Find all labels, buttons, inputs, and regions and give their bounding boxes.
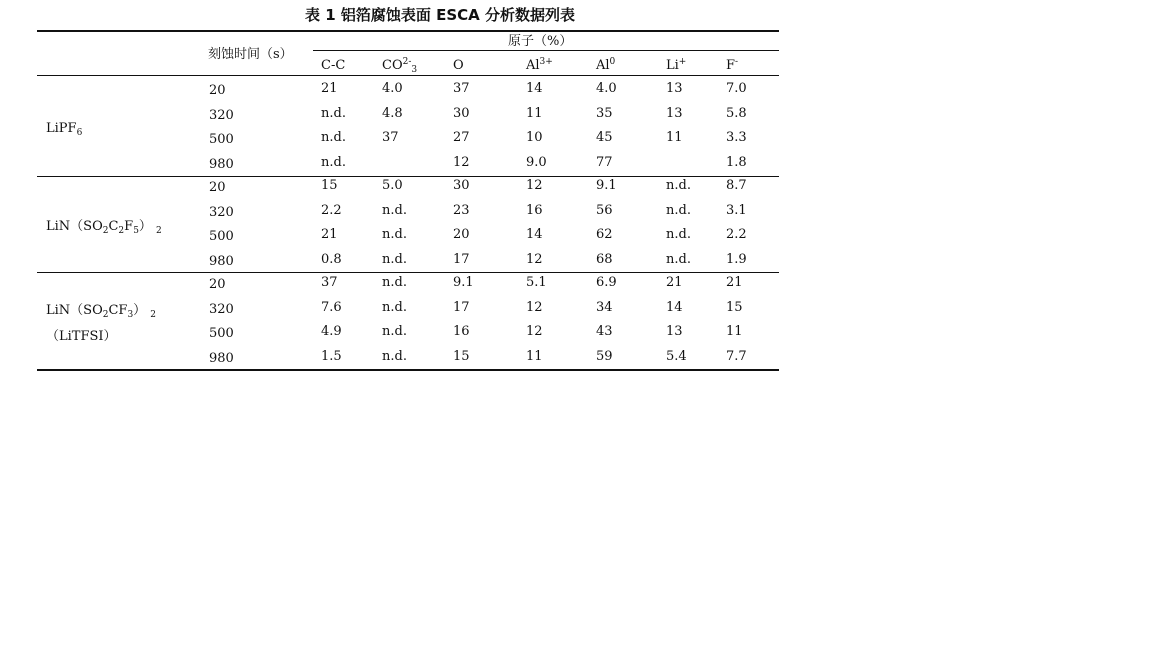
column-header-base: Li	[666, 58, 679, 73]
value-cell: 12	[453, 154, 470, 170]
group-label-text: ）	[138, 219, 152, 234]
column-header-base: CO	[382, 58, 403, 73]
value-cell: 16	[526, 202, 543, 218]
value-cell: n.d.	[321, 105, 346, 121]
value-cell: 68	[596, 251, 613, 267]
column-header-base: Al	[526, 58, 540, 73]
top-rule	[37, 30, 779, 32]
group-separator	[37, 272, 779, 273]
column-header-subscript: 3	[411, 65, 418, 75]
value-cell: 27	[453, 130, 470, 145]
value-cell: n.d.	[666, 251, 691, 267]
value-cell: 11	[726, 324, 743, 339]
value-cell: 77	[596, 154, 613, 170]
value-cell: 9.1	[453, 275, 474, 290]
value-cell: n.d.	[382, 202, 407, 218]
column-header-superscript: 2-	[402, 57, 412, 67]
value-cell: 10	[526, 130, 543, 145]
value-cell: 4.8	[382, 105, 403, 121]
group-label-subscript: 2	[102, 226, 109, 236]
value-cell: n.d.	[666, 202, 691, 218]
value-cell: 9.1	[596, 178, 617, 193]
group-label-text: LiN（SO	[46, 219, 103, 234]
value-cell: 37	[453, 81, 470, 96]
value-cell: 45	[596, 130, 613, 145]
value-cell: 14	[666, 299, 683, 315]
group-label-subscript: 2	[150, 310, 156, 320]
value-cell: 21	[321, 81, 338, 96]
value-cell: 35	[596, 105, 613, 121]
value-cell: 17	[453, 299, 470, 315]
value-cell: 12	[526, 324, 543, 339]
value-cell: 37	[321, 275, 338, 290]
group-label-subscript: 3	[127, 310, 134, 320]
column-header-superscript: 0	[609, 57, 616, 67]
value-cell: 30	[453, 178, 470, 193]
value-cell: n.d.	[321, 130, 346, 145]
column-header	[382, 58, 417, 75]
group-label	[46, 219, 162, 236]
time-cell: 20	[209, 277, 226, 292]
value-cell: 12	[526, 251, 543, 267]
value-cell: 30	[453, 105, 470, 121]
time-cell: 500	[209, 132, 234, 147]
value-cell: 43	[596, 324, 613, 339]
value-cell: 13	[666, 81, 683, 96]
group-separator	[37, 176, 779, 177]
value-cell: 12	[526, 299, 543, 315]
time-cell: 320	[209, 204, 234, 220]
group-label-subscript: 2	[155, 226, 162, 236]
value-cell: 11	[526, 348, 543, 364]
value-cell: n.d.	[321, 154, 346, 170]
value-cell: 20	[453, 227, 470, 242]
atom-group-underline	[313, 50, 779, 51]
value-cell: 5.1	[526, 275, 547, 290]
group-label-subscript: 2	[118, 226, 125, 236]
value-cell: 56	[596, 202, 613, 218]
value-cell: 1.8	[726, 154, 747, 170]
value-cell: 11	[526, 105, 543, 121]
column-header-superscript: +	[678, 57, 687, 67]
time-cell: 980	[209, 156, 234, 172]
group-label-subscript: 2	[102, 310, 109, 320]
time-cell: 500	[209, 229, 234, 244]
group-label-text: CF	[108, 303, 128, 318]
value-cell: 15	[726, 299, 743, 315]
value-cell: 9.0	[526, 154, 547, 170]
group-label-text: LiN（SO	[46, 303, 103, 318]
time-cell: 980	[209, 350, 234, 366]
value-cell: 16	[453, 324, 470, 339]
bottom-rule	[37, 369, 779, 371]
value-cell: 5.4	[666, 348, 687, 364]
value-cell: 21	[666, 275, 683, 290]
value-cell: 5.0	[382, 178, 403, 193]
value-cell: 1.5	[321, 348, 342, 364]
time-cell: 320	[209, 301, 234, 317]
column-header	[526, 58, 553, 75]
value-cell: 59	[596, 348, 613, 364]
value-cell: 4.0	[382, 81, 403, 96]
value-cell: 13	[666, 105, 683, 121]
value-cell: 7.6	[321, 299, 342, 315]
value-cell: n.d.	[382, 348, 407, 364]
value-cell: 13	[666, 324, 683, 339]
value-cell: 1.9	[726, 251, 747, 267]
group-label-subscript: 5	[133, 226, 139, 236]
column-header	[666, 58, 686, 75]
atom-percent-header: 原子（%）	[508, 34, 573, 49]
value-cell: n.d.	[382, 299, 407, 315]
value-cell: 12	[526, 178, 543, 193]
value-cell: n.d.	[382, 251, 407, 267]
group-label	[46, 303, 156, 320]
value-cell: 21	[321, 227, 338, 242]
value-cell: 15	[321, 178, 338, 193]
value-cell: n.d.	[382, 227, 407, 242]
group-label-text: （LiTFSI）	[46, 329, 117, 344]
group-label-subscript: 6	[76, 128, 83, 138]
value-cell: 37	[382, 130, 399, 145]
time-cell: 20	[209, 180, 226, 195]
column-header-superscript: 3+	[539, 57, 553, 67]
value-cell: 4.9	[321, 324, 342, 339]
time-column-header: 刻蚀时间（s）	[208, 47, 293, 62]
group-label-text: C	[108, 219, 119, 234]
time-cell: 500	[209, 326, 234, 341]
value-cell: 62	[596, 227, 613, 242]
column-header-base: F	[726, 58, 736, 73]
column-header-base: O	[453, 58, 464, 73]
value-cell: 2.2	[726, 227, 747, 242]
group-label-text: ）	[133, 303, 147, 318]
value-cell: 7.7	[726, 348, 747, 364]
value-cell: 7.0	[726, 81, 747, 96]
value-cell: n.d.	[382, 324, 407, 339]
column-header	[726, 58, 738, 75]
column-header	[321, 58, 345, 74]
value-cell: 3.3	[726, 130, 747, 145]
time-cell: 980	[209, 253, 234, 269]
group-label-text: F	[124, 219, 134, 234]
value-cell: 34	[596, 299, 613, 315]
header-bottom-rule	[37, 75, 779, 76]
value-cell: 21	[726, 275, 743, 290]
column-header	[596, 58, 615, 75]
time-cell: 20	[209, 83, 226, 98]
value-cell: 8.7	[726, 178, 747, 193]
value-cell: 2.2	[321, 202, 342, 218]
column-header	[453, 58, 464, 74]
value-cell: 23	[453, 202, 470, 218]
value-cell: 0.8	[321, 251, 342, 267]
value-cell: n.d.	[666, 227, 691, 242]
value-cell: 4.0	[596, 81, 617, 96]
value-cell: 15	[453, 348, 470, 364]
value-cell: 11	[666, 130, 683, 145]
group-label-text: LiPF	[46, 121, 77, 136]
value-cell: 14	[526, 81, 543, 96]
value-cell: 17	[453, 251, 470, 267]
value-cell: 3.1	[726, 202, 747, 218]
group-label	[46, 329, 117, 345]
column-header-base: C-C	[321, 58, 346, 73]
group-label	[46, 121, 82, 138]
value-cell: n.d.	[382, 275, 407, 290]
column-header-base: Al	[596, 58, 610, 73]
table-title: 表 1 铝箔腐蚀表面 ESCA 分析数据列表	[305, 6, 575, 24]
column-header-superscript: -	[735, 57, 739, 67]
time-cell: 320	[209, 107, 234, 123]
value-cell: n.d.	[666, 178, 691, 193]
value-cell: 14	[526, 227, 543, 242]
value-cell: 5.8	[726, 105, 747, 121]
value-cell: 6.9	[596, 275, 617, 290]
